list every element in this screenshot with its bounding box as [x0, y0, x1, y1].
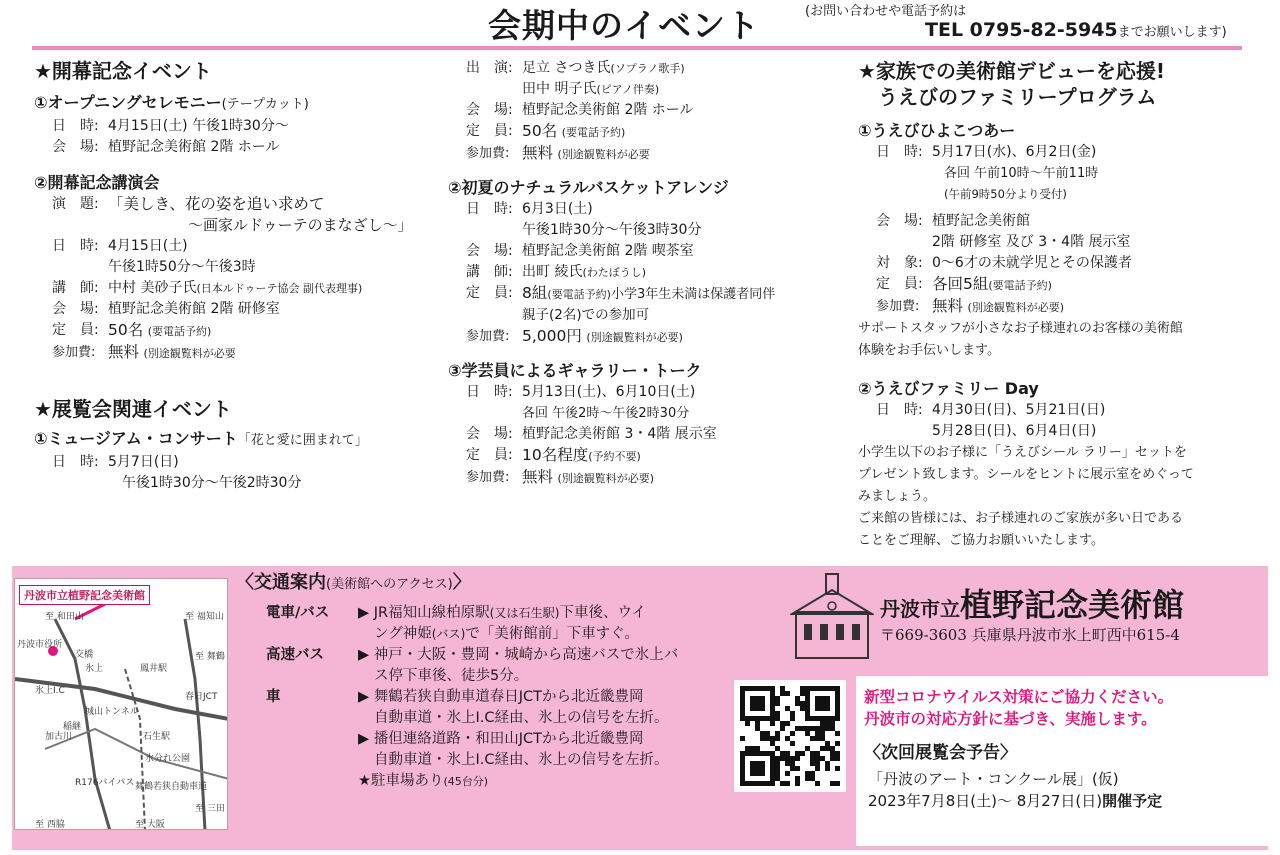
row-value: 植野記念美術館 2階 研修室 [108, 301, 280, 317]
qr-pattern [740, 686, 840, 786]
event-row [858, 253, 1248, 274]
access-text: ▶ 播但連絡道路・和田山JCTから北近畿豊岡 [358, 731, 644, 747]
event-title: ②うえびファミリー Day [858, 379, 1039, 398]
description-line: ことをご理解、ご協力お願いいたします。 [858, 533, 1104, 548]
page-title: 会期中のイベント [488, 6, 760, 45]
row-label: 会 場: [466, 102, 513, 118]
event-row [448, 199, 838, 220]
event-title-sub: (テープカット) [221, 97, 309, 112]
event-hiyoko-tour [858, 120, 1248, 362]
access-info [236, 572, 736, 792]
access-car [266, 687, 736, 771]
row-value [108, 320, 444, 342]
event-opening-ceremony [34, 92, 444, 158]
fee: 無料 [522, 468, 554, 486]
row-label: 出 演: [466, 60, 513, 76]
covid-notice [864, 686, 1173, 730]
event-row [448, 220, 838, 241]
event-museum-concert [34, 428, 444, 494]
event-row [448, 424, 838, 445]
access-note: (バス) [431, 627, 466, 641]
map-place: 至 西脇 [35, 820, 65, 830]
map-place: 至 福知山 [185, 612, 224, 622]
row-value: 0〜6才の未就学児とその保護者 [932, 255, 1132, 271]
row-value: 4月15日(土) [108, 238, 188, 254]
event-concert-details [448, 58, 838, 165]
row-value: (午前9時50分より受付) [944, 187, 1067, 201]
event-title-sub: 「花と愛に囲まれて」 [237, 433, 368, 448]
capacity: 10名程度 [522, 446, 589, 464]
event-row [34, 215, 444, 236]
event-row [448, 382, 838, 403]
row-value [522, 143, 838, 165]
performer-name: 田中 明子氏 [522, 81, 597, 97]
fee: 無料 [108, 343, 140, 361]
phone-suffix: までお願いします) [1117, 25, 1227, 40]
map-place: 加古川 [45, 732, 73, 742]
header [0, 0, 1280, 50]
row-value: 親子(2名)での参加可 [522, 307, 650, 323]
row-value: 午後1時30分〜午後2時30分 [122, 475, 302, 491]
capacity-note: (要電話予約) [147, 325, 212, 338]
museum-address: 〒669-3603 兵庫県丹波市氷上町西中615-4 [880, 626, 1180, 644]
next-exhibition-info [868, 768, 1162, 812]
row-value: 6月3日(土) [522, 201, 593, 217]
fee-note: (別途観覧料が必要 [143, 347, 236, 360]
event-row [858, 211, 1248, 232]
row-value: 4月30日(日)、5月21日(日) [932, 402, 1106, 418]
description-line: サポートスタッフが小さなお子様連れのお客様の美術館 [858, 321, 1183, 336]
row-label: 会 場: [876, 213, 923, 229]
phone-number: TEL 0795-82-5945 [925, 19, 1118, 41]
row-label: 定 員: [466, 447, 513, 463]
row-value: 午後1時50分〜午後3時 [108, 259, 256, 275]
map-place: 春日JCT [185, 692, 218, 702]
access-desc [358, 645, 736, 687]
dates-suffix: 開催予定 [1102, 792, 1163, 810]
row-value [522, 79, 838, 100]
museum-building-icon [790, 572, 874, 662]
description-line: プレゼント致します。シールをヒントに展示室をめぐって [858, 467, 1194, 482]
event-row [448, 58, 838, 79]
access-bus [266, 645, 736, 687]
row-label: 定 員: [466, 285, 513, 301]
row-label: 日 時: [876, 144, 923, 160]
row-value [522, 58, 838, 79]
museum-name-prefix: 丹波市立 [880, 597, 960, 621]
row-label: 日 時: [466, 201, 513, 217]
event-row [34, 452, 444, 473]
fee-note: (別途観覧料が必要 [557, 148, 650, 161]
event-title: ②初夏のナチュラルバスケットアレンジ [448, 178, 729, 197]
event-row [858, 142, 1248, 163]
row-value: 植野記念美術館 [932, 213, 1030, 229]
section-heading-exhibition: ★展覧会関連イベント [34, 397, 232, 421]
notice-line: 丹波市の対応方針に基づき、実施します。 [864, 710, 1157, 728]
access-desc [358, 687, 736, 771]
event-row [448, 241, 838, 262]
event-row [448, 121, 838, 143]
row-value: 5月28日(日)、6月4日(日) [932, 423, 1097, 439]
map-place: 至 舞鶴 [195, 652, 225, 662]
row-label: 参加費: [876, 299, 920, 314]
access-text: ▶ JR福知山線柏原駅 [358, 605, 490, 621]
event-gallery-talk [448, 360, 838, 489]
access-title-text: 〈交通案内 [236, 572, 326, 593]
access-desc [358, 603, 736, 645]
contact-info [805, 3, 1227, 41]
row-label: 参加費: [466, 470, 510, 485]
access-train [266, 603, 736, 645]
row-label: 定 員: [876, 276, 923, 292]
map-place: 至 和田山 [45, 612, 84, 622]
event-row [858, 163, 1248, 184]
map-place: 城山トンネル [85, 707, 139, 717]
row-label: 日 時: [876, 402, 923, 418]
row-label: 日 時: [52, 118, 99, 134]
map-place: 氷上I.C [35, 686, 65, 696]
column-opening-events [34, 58, 444, 506]
row-value [108, 342, 444, 364]
row-label: 会 場: [466, 243, 513, 259]
row-label: 講 師: [52, 280, 99, 296]
access-text: 下車後、ウイ [559, 605, 647, 621]
access-text: 自動車道・氷上I.C経由、氷上の信号を左折。 [374, 752, 669, 768]
row-value: 〜画家ルドゥーテのまなざし〜」 [188, 216, 413, 234]
event-row [34, 137, 444, 158]
event-title: ①うえびひよこつあー [858, 121, 1016, 140]
row-value [522, 121, 838, 143]
map-title: 丹波市立植野記念美術館 [19, 585, 150, 605]
capacity-note: (予約不要) [588, 450, 641, 463]
access-text: で「美術館前」下車すぐ。 [465, 626, 640, 642]
event-row [34, 194, 444, 215]
event-row [448, 403, 838, 424]
row-value: 「美しき、花の姿を追い求めて [108, 195, 325, 213]
row-value [522, 445, 838, 467]
row-label: 参加費: [466, 146, 510, 161]
event-row [34, 257, 444, 278]
event-title [34, 92, 444, 116]
event-title: ③学芸員によるギャラリー・トーク [448, 361, 702, 380]
access-map [14, 578, 228, 830]
next-exhibition-name: 「丹波のアート・コンクール展」(仮) [868, 770, 1119, 788]
event-row [34, 299, 444, 320]
description-line: ご来館の皆様には、お子様連れのご家族が多い日である [858, 511, 1184, 526]
map-place: 舞鶴若狭自動車道 [135, 782, 208, 792]
access-title [236, 572, 736, 595]
event-row [34, 473, 444, 494]
row-value: 植野記念美術館 3・4階 展示室 [522, 426, 717, 442]
column-family-program [858, 58, 1248, 564]
fee-note: (別途観覧料が必要) [586, 331, 683, 344]
event-title-text: ①ミュージアム・コンサート [34, 429, 238, 448]
access-note: (又は石生駅) [489, 606, 560, 620]
access-text: 自動車道・氷上I.C経由、氷上の信号を左折。 [374, 710, 669, 726]
fee: 無料 [932, 297, 964, 315]
row-value: 各回 午後2時〜午後2時30分 [522, 406, 690, 421]
event-row [448, 326, 838, 348]
row-value [932, 274, 1248, 296]
row-value: 植野記念美術館 2階 喫茶室 [522, 243, 694, 259]
fee-note: (別途観覧料が必要) [557, 472, 655, 485]
event-row [448, 79, 838, 100]
map-place: 水分れ公園 [145, 754, 191, 764]
row-label: 会 場: [466, 426, 513, 442]
access-text: ング神姫 [374, 626, 432, 642]
event-title-text: ①オープニングセレモニー [34, 93, 222, 112]
row-value: 2階 研修室 及び 3・4階 展示室 [932, 234, 1131, 250]
event-row [858, 421, 1248, 442]
performer-note: (ピアノ伴奏) [596, 83, 660, 96]
access-mode-label: 車 [266, 689, 281, 705]
row-value: 5月17日(水)、6月2日(金) [932, 144, 1097, 160]
capacity-note: (要電話予約) [988, 279, 1052, 292]
row-label: 会 場: [52, 139, 99, 155]
capacity: 50名 [108, 321, 144, 339]
event-row [858, 232, 1248, 253]
event-row [448, 100, 838, 121]
qr-code[interactable] [734, 680, 846, 792]
section-heading-opening: ★開幕記念イベント [34, 59, 212, 83]
fee: 5,000円 [522, 327, 582, 345]
capacity: 8組 [522, 284, 548, 302]
access-title-sub: (美術館へのアクセス) [326, 577, 453, 592]
event-row [34, 236, 444, 257]
capacity-condition: 小学3年生未満は保護者同伴 [610, 287, 776, 302]
event-opening-lecture [34, 172, 444, 364]
map-place: 鳳井駅 [140, 664, 168, 674]
capacity: 50名 [522, 122, 558, 140]
row-value [522, 283, 838, 305]
row-label: 対 象: [876, 255, 923, 271]
fee-note: (別途観覧料が必要) [967, 301, 1065, 314]
event-row [34, 116, 444, 137]
row-label: 講 師: [466, 264, 513, 280]
capacity-note: (要電話予約) [561, 126, 626, 139]
event-row [448, 262, 838, 283]
event-row [34, 342, 444, 364]
heading-line-2: うえびのファミリープログラム [878, 85, 1157, 109]
row-value [108, 278, 444, 299]
row-value: 5月13日(土)、6月10日(土) [522, 384, 696, 400]
event-row [34, 320, 444, 342]
contact-note: (お問い合わせや電話予約は [805, 4, 967, 19]
row-value: 植野記念美術館 2階 ホール [108, 139, 280, 155]
row-label: 参加費: [466, 329, 510, 344]
row-value: 各回 午前10時〜午前11時 [944, 166, 1099, 181]
next-exhibition-dates [868, 790, 1162, 812]
row-value [522, 326, 838, 348]
row-label: 参加費: [52, 345, 96, 360]
performer-note: (ソプラノ歌手) [610, 62, 685, 75]
event-row [448, 305, 838, 326]
event-row [858, 184, 1248, 205]
access-mode-label: 高速バス [266, 647, 324, 663]
next-exhibition-title: 〈次回展覧会予告〉 [864, 743, 1017, 763]
lecturer-name: 中村 美砂子氏 [108, 280, 197, 296]
lecturer-note: (わたぼうし) [582, 266, 647, 279]
performer-name: 足立 さつき氏 [522, 60, 611, 76]
section-heading-family [858, 58, 1248, 110]
description-line: 体験をお手伝いします。 [858, 343, 1000, 358]
map-place: 石生駅 [143, 732, 171, 742]
event-title [34, 428, 444, 452]
parking-text: ★駐車場あり [358, 773, 444, 789]
dates-text: 2023年7月8日(土)〜 8月27日(日) [868, 792, 1103, 810]
notice-line: 新型コロナウイルス対策にご協力ください。 [864, 688, 1174, 706]
header-divider [32, 46, 1242, 50]
phone-line [925, 19, 1227, 41]
capacity-note: (要電話予約) [547, 288, 611, 301]
access-mode-label: 電車/バス [266, 605, 330, 621]
access-text: ▶ 神戸・大阪・豊岡・城崎から高速バスで氷上バ [358, 647, 679, 663]
parking-info [358, 771, 736, 792]
map-place: 丹波市役所 [17, 640, 63, 650]
museum-name [880, 580, 1184, 626]
row-label: 定 員: [52, 322, 99, 338]
row-value: 植野記念美術館 2階 ホール [522, 102, 694, 118]
fee: 無料 [522, 144, 554, 162]
access-text: ス停下車後、徒歩5分。 [374, 668, 529, 684]
map-place: 稲継 [63, 722, 82, 732]
row-label: 演 題: [52, 196, 99, 212]
event-row [448, 445, 838, 467]
row-label: 日 時: [52, 238, 99, 254]
row-value: 5月7日(日) [108, 454, 179, 470]
access-title-end: 〉 [452, 572, 471, 593]
lecturer-name: 出町 綾氏 [522, 264, 583, 280]
event-row [858, 400, 1248, 421]
column-middle-events [448, 58, 838, 501]
museum-name-text: 植野記念美術館 [960, 586, 1185, 624]
event-row [448, 283, 838, 305]
heading-line-1: ★家族での美術館デビューを応援! [858, 59, 1166, 83]
row-label: 会 場: [52, 301, 99, 317]
description-line: みましょう。 [858, 489, 937, 504]
row-label: 定 員: [466, 123, 513, 139]
event-title: ②開幕記念講演会 [34, 173, 160, 192]
access-text: ▶ 舞鶴若狭自動車道春日JCTから北近畿豊岡 [358, 689, 644, 705]
row-label: 日 時: [466, 384, 513, 400]
row-value [932, 296, 1248, 318]
map-place: 交橋 [75, 650, 94, 660]
event-row [448, 467, 838, 489]
event-basket-arrangement [448, 177, 838, 348]
row-value [522, 467, 838, 489]
row-value [522, 262, 838, 283]
lecturer-note: (日本ルドゥーテ協会 副代表理事) [196, 282, 363, 295]
description-line: 小学生以下のお子様に「うえびシール ラリー」セットを [858, 445, 1187, 460]
event-row [448, 143, 838, 165]
row-label: 日 時: [52, 454, 99, 470]
row-value: 午後1時30分〜午後3時30分 [522, 222, 702, 238]
event-row [858, 274, 1248, 296]
map-place: R176バイパス [75, 778, 135, 788]
event-family-day [858, 378, 1248, 552]
event-row [34, 278, 444, 299]
event-row [858, 296, 1248, 318]
capacity: 各回5組 [932, 275, 989, 293]
map-place: 至 大阪 [135, 820, 165, 830]
map-place: 氷上 [85, 664, 104, 674]
parking-note: (45台分) [443, 775, 489, 788]
map-place: 至 三田 [195, 804, 225, 814]
row-value: 4月15日(土) 午後1時30分〜 [108, 118, 289, 134]
